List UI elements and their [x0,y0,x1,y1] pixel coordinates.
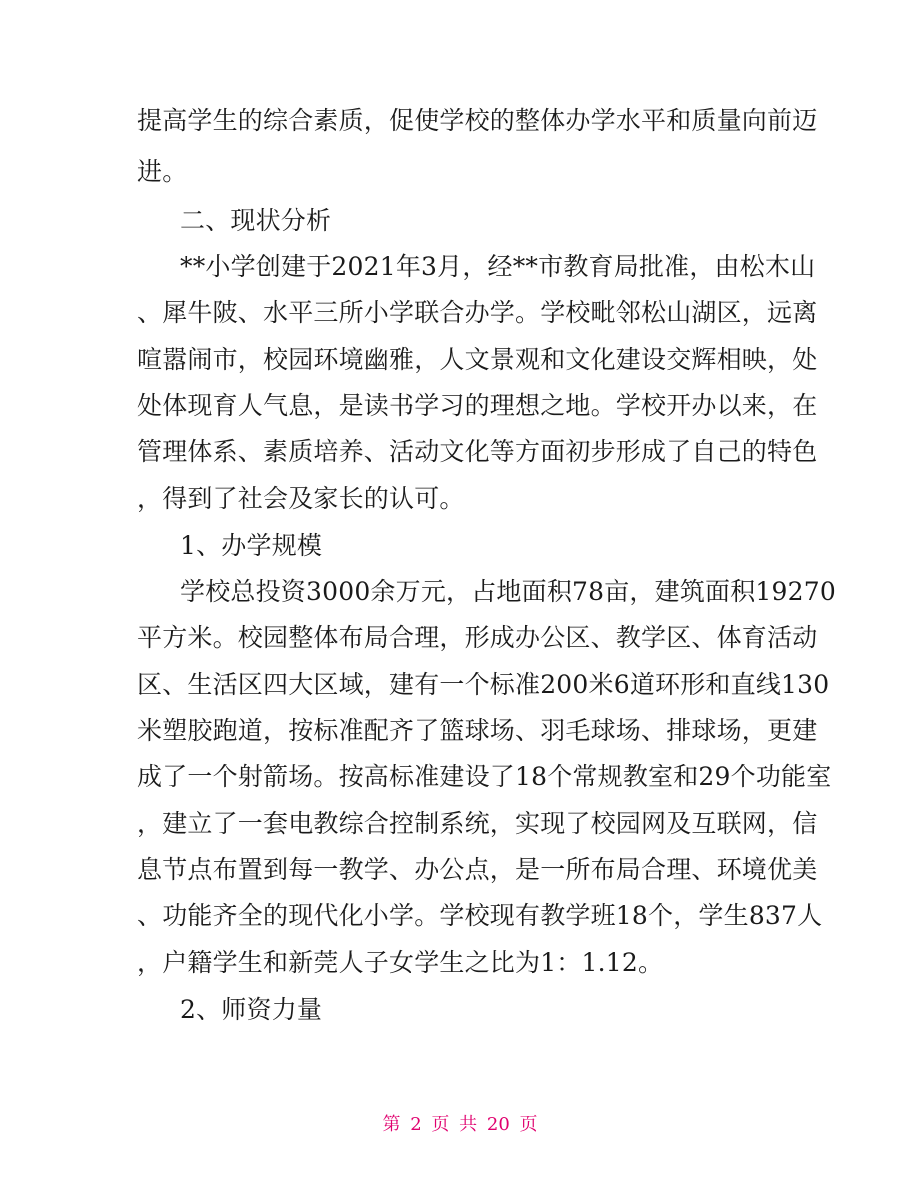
subsection-heading: 2、师资力量 [180,995,323,1024]
paragraph-line: 米塑胶跑道，按标准配齐了篮球场、羽毛球场、排球场，更建 [137,716,818,745]
paragraph-line: 、功能齐全的现代化小学。学校现有教学班18个，学生837人 [137,901,823,930]
paragraph-line: **小学创建于2021年3月，经**市教育局批准，由松木山 [180,252,816,281]
footer-page-suffix: 页 [519,1114,538,1135]
paragraph-line: ，建立了一套电教综合控制系统，实现了校园网及互联网，信 [137,809,818,838]
paragraph-line: 管理体系、素质培养、活动文化等方面初步形成了自己的特色 [137,437,818,466]
section-heading: 二、现状分析 [180,206,332,235]
footer-page-word: 页 [431,1114,450,1135]
page-footer [0,1113,920,1137]
paragraph-line: 成了一个射箭场。按高标准建设了18个常规教室和29个功能室 [137,762,832,791]
paragraph-line: ，户籍学生和新莞人子女学生之比为1：1.12。 [137,948,664,977]
footer-page-prefix: 第 [382,1114,401,1135]
paragraph-line: 、犀牛陂、水平三所小学联合办学。学校毗邻松山湖区，远离 [137,298,818,327]
paragraph-line: 提高学生的综合素质，促使学校的整体办学水平和质量向前迈 [137,106,818,135]
footer-current-page: 2 [410,1114,422,1135]
paragraph-line: 处体现育人气息，是读书学习的理想之地。学校开办以来，在 [137,391,818,420]
paragraph-line: 区、生活区四大区域，建有一个标准200米6道环形和直线130 [137,670,830,699]
paragraph-line: 平方米。校园整体布局合理，形成办公区、教学区、体育活动 [137,623,818,652]
paragraph-line: 息节点布置到每一教学、办公点，是一所布局合理、环境优美 [137,855,818,884]
paragraph-line: 学校总投资3000余万元，占地面积78亩，建筑面积19270 [180,577,836,606]
subsection-heading: 1、办学规模 [180,531,323,560]
paragraph-line: 喧嚣闹市，校园环境幽雅，人文景观和文化建设交辉相映，处 [137,345,818,374]
paragraph-line: ，得到了社会及家长的认可。 [137,484,465,513]
paragraph-line: 进。 [137,157,188,186]
footer-total-word: 共 [459,1114,478,1135]
footer-total-pages: 20 [486,1114,510,1135]
